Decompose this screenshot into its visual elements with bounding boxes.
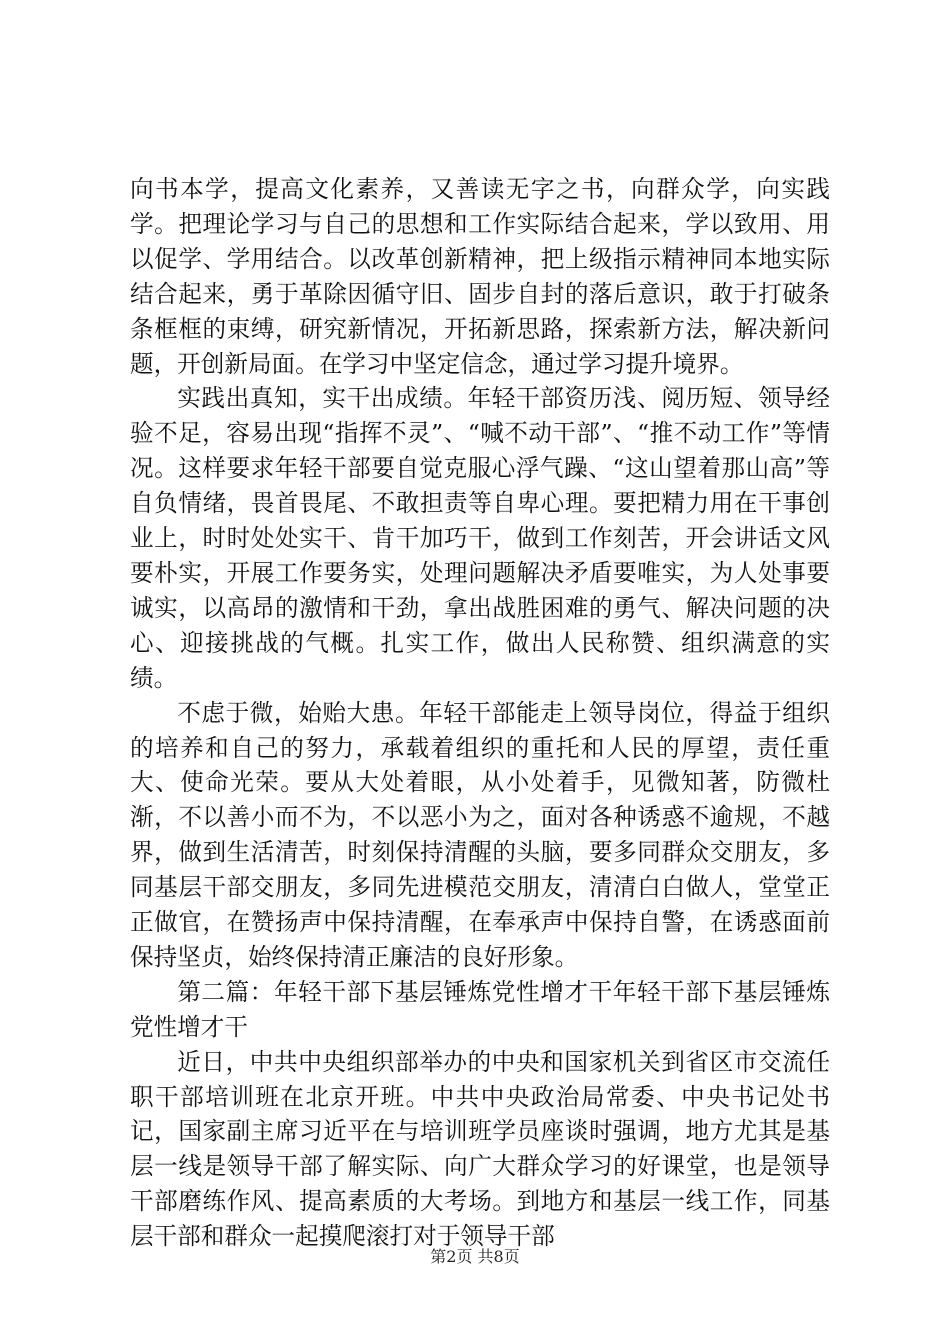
paragraph-continued: 向书本学，提高文化素养，又善读无字之书，向群众学，向实践学。把理论学习与自己的思想和工作实际结合起来，学以致用、用以促学、学用结合。以改革创新精神，把上级指示精神同本地实际结合起来，勇于革除因循守旧、固步自封的落后意识，敢于打破条条框框的束缚，研究新情况，开拓新思路，探索新方法，解决新问题，开创新局面。在学习中坚定信念，通过学习提升境界。 [130, 175, 830, 378]
paragraph-practice: 实践出真知，实干出成绩。年轻干部资历浅、阅历短、领导经验不足，容易出现“指挥不灵”、“喊不动干部”、“推不动工作”等情况。这样要求年轻干部要自觉克服心浮气躁、“这山望着那山高”等自负情绪，畏首畏尾、不敢担责等自卑心理。要把精力用在干事创业上，时时处处实干、肯干加巧干，做到工作刻苦，开会讲话文风要朴实，开展工作要务实，处理问题解决矛盾要唯实，为人处事要诚实，以高昂的激情和干劲，拿出战胜困难的勇气、解决问题的决心、迎接挑战的气概。扎实工作，做出人民称赞、组织满意的实绩。 [130, 384, 830, 692]
section-heading: 第二篇：年轻干部下基层锤炼党性增才干年轻干部下基层锤炼党性增才干 [130, 977, 830, 1041]
document-body [130, 172, 830, 1254]
paragraph-news: 近日，中共中央组织部举办的中央和国家机关到省区市交流任职干部培训班在北京开班。中共中央政治局常委、中央书记处书记，国家副主席习近平在与培训班学员座谈时强调，地方尤其是基层一线是领导干部了解实际、向广大群众学习的好课堂，也是领导干部磨练作风、提高素质的大考场。到地方和基层一线工作，同基层干部和群众一起摸爬滚打对于领导干部 [130, 1047, 830, 1251]
paragraph-integrity: 不虑于微，始贻大患。年轻干部能走上领导岗位，得益于组织的培养和自己的努力，承载着组织的重托和人民的厚望，责任重大、使命光荣。要从大处着眼，从小处着手，见微知著，防微杜渐，不以善小而不为，不以恶小为之，面对各种诱惑不逾规，不越界，做到生活清苦，时刻保持清醒的头脑，要多同群众交朋友，多同基层干部交朋友，多同先进模范交朋友，清清白白做人，堂堂正正做官，在赞扬声中保持清醒，在奉承声中保持自警，在诱惑面前保持坚贞，始终保持清正廉洁的良好形象。 [130, 698, 830, 971]
page-footer: 第2页 共8页 [430, 1247, 520, 1266]
